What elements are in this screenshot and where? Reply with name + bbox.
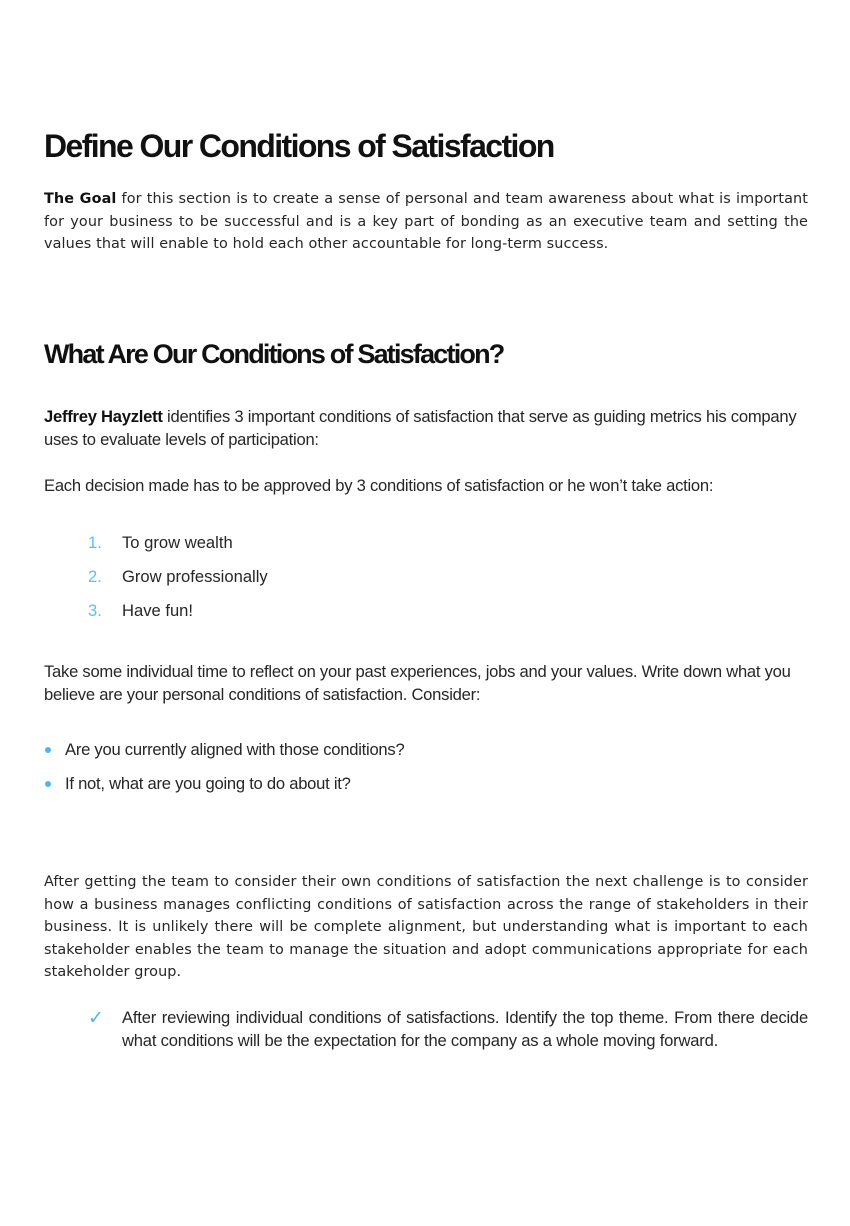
list-item — [88, 594, 268, 628]
list-text: To grow wealth — [122, 533, 233, 552]
list-item — [44, 733, 404, 767]
questions-list — [44, 733, 404, 801]
goal-text: for this section is to create a sense of personal and team awareness about what is important for your business to be successful and is a key part of bonding as an executive team and setting the values that will enable to hold each other accountable for long-term success. — [44, 191, 808, 253]
list-item — [88, 526, 268, 560]
list-text: Have fun! — [122, 601, 194, 620]
intro-lead: Jeffrey Hayzlett — [44, 407, 163, 426]
intro-text: identifies 3 important conditions of satisfaction that serve as guiding metrics his company uses to evaluate levels of participation: — [44, 407, 797, 449]
bullet-icon — [45, 781, 51, 787]
intro-paragraph — [44, 406, 808, 451]
question-text: Are you currently aligned with those conditions? — [65, 740, 405, 759]
action-item-text: After reviewing individual conditions of satisfactions. Identify the top theme. From there decide what conditions will be the expectation for the company as a whole moving forward. — [122, 1008, 808, 1050]
decision-paragraph: Each decision made has to be approved by 3 conditions of satisfaction or he won’t take action: — [44, 476, 714, 495]
list-number: 2. — [88, 567, 102, 586]
checkmark-icon: ✓ — [88, 1007, 104, 1029]
bullet-icon — [45, 747, 51, 753]
reflect-paragraph: Take some individual time to reflect on your past experiences, jobs and your values. Write down what you believe are your personal conditions of satisfaction. Consider: — [44, 662, 791, 704]
goal-paragraph — [44, 188, 808, 256]
list-number: 1. — [88, 533, 102, 552]
page-title: Define Our Conditions of Satisfaction — [44, 128, 554, 164]
conditions-list — [88, 526, 268, 628]
goal-lead: The Goal — [44, 191, 117, 207]
action-item — [88, 1007, 808, 1052]
section-heading: What Are Our Conditions of Satisfaction? — [44, 339, 504, 369]
stakeholder-paragraph: After getting the team to consider their own conditions of satisfaction the next challenge is to consider how a business manages conflicting conditions of satisfaction across the range of stakeholders in their business. It is unlikely there will be complete alignment, but understanding what is important to each stakeholder enables the team to manage the situation and adopt communications appropriate for each stakeholder group. — [44, 874, 808, 981]
list-item — [88, 560, 268, 594]
question-text: If not, what are you going to do about it? — [65, 774, 351, 793]
list-text: Grow professionally — [122, 567, 268, 586]
list-item — [44, 767, 404, 801]
list-number: 3. — [88, 601, 102, 620]
